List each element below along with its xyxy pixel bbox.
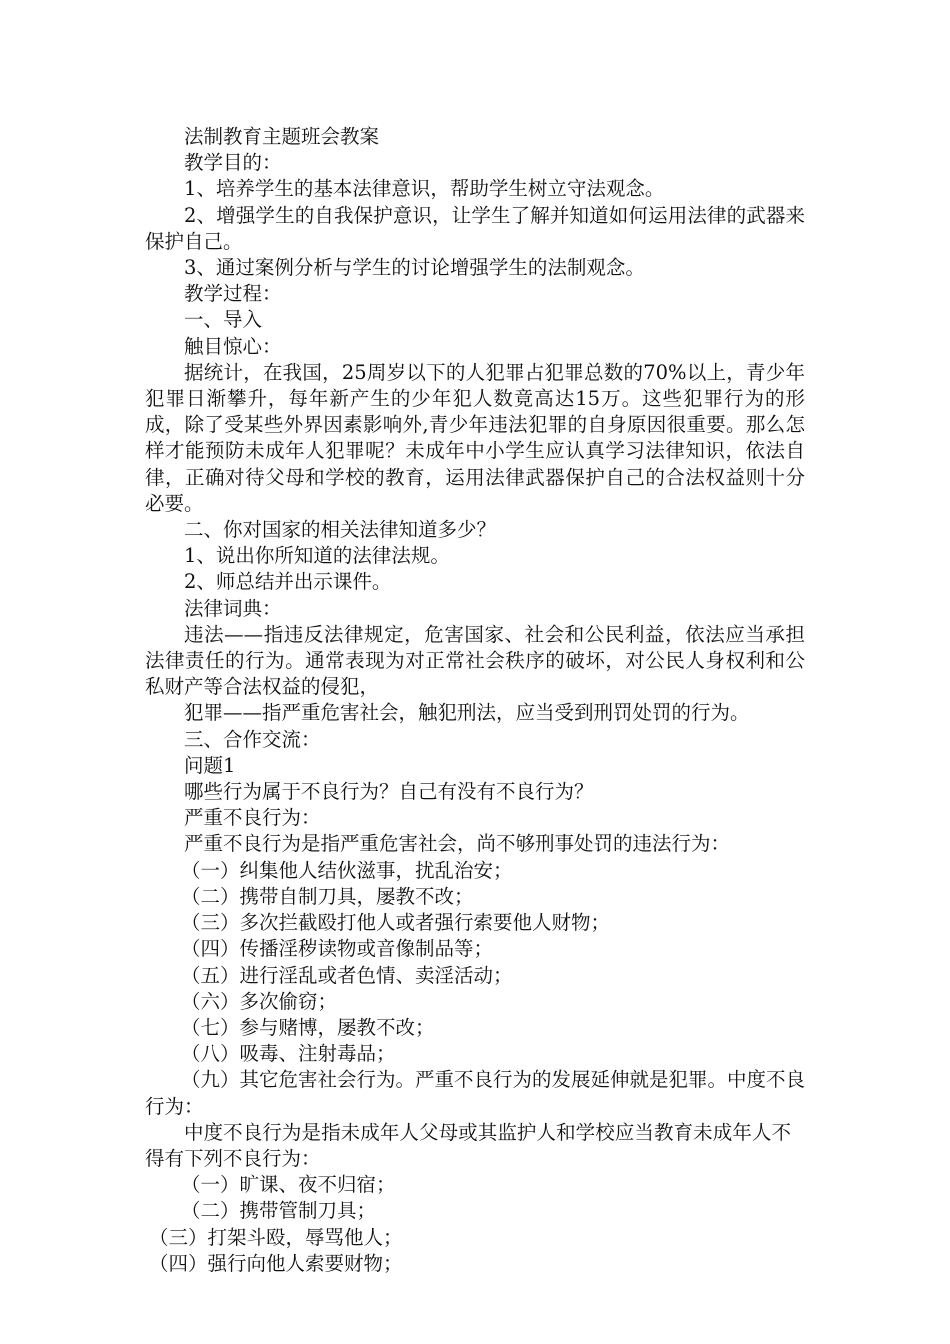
paragraph: 中度不良行为是指未成年人父母或其监护人和学校应当教育未成年人不得有下列不良行为：: [145, 1120, 791, 1170]
paragraph: （三）打架斗殴，辱骂他人；: [149, 1225, 403, 1249]
paragraph: 二、你对国家的相关法律知道多少？: [184, 518, 497, 542]
paragraph-list: [145, 150, 805, 1277]
paragraph: 法律词典：: [184, 596, 282, 620]
paragraph: （九）其它危害社会行为。严重不良行为的发展延伸就是犯罪。中度不良行为：: [145, 1068, 806, 1118]
paragraph: 2、增强学生的自我保护意识，让学生了解并知道如何运用法律的武器来保护自己。: [145, 203, 805, 253]
paragraph: （七）参与赌博，屡教不改；: [181, 1015, 435, 1039]
paragraph: 严重不良行为：: [184, 806, 321, 830]
paragraph: 违法——指违反法律规定，危害国家、社会和公民利益，依法应当承担法律责任的行为。通常表现为对正常社会秩序的破坏，对公民人身权利和公私财产等合法权益的侵犯，: [145, 622, 805, 699]
document-title: 法制教育主题班会教案: [184, 125, 380, 148]
paragraph: 2、师总结并出示课件。: [184, 570, 392, 594]
paragraph: （六）多次偷窃；: [181, 989, 338, 1013]
paragraph: 1、培养学生的基本法律意识，帮助学生树立守法观念。: [184, 177, 665, 201]
document-body: [145, 124, 805, 1277]
paragraph: （八）吸毒、注射毒品；: [181, 1042, 396, 1066]
paragraph: 触目惊心：: [184, 334, 282, 358]
paragraph: 三、合作交流：: [184, 727, 321, 751]
paragraph: 问题1: [184, 753, 236, 777]
paragraph: 一、导入: [184, 308, 263, 332]
paragraph: （一）旷课、夜不归宿；: [181, 1173, 396, 1197]
paragraph: 教学过程：: [184, 282, 282, 306]
paragraph: （一）纠集他人结伙滋事，扰乱治安；: [181, 858, 513, 882]
paragraph: 哪些行为属于不良行为？自己有没有不良行为？: [184, 780, 594, 804]
paragraph: 严重不良行为是指严重危害社会，尚不够刑事处罚的违法行为：: [184, 832, 731, 856]
paragraph: （五）进行淫乱或者色情、卖淫活动；: [181, 963, 513, 987]
paragraph: （二）携带管制刀具；: [181, 1199, 377, 1223]
paragraph: （三）多次拦截殴打他人或者强行索要他人财物；: [181, 911, 611, 935]
paragraph: 教学目的：: [184, 151, 282, 175]
paragraph: 犯罪——指严重危害社会，触犯刑法，应当受到刑罚处罚的行为。: [184, 701, 750, 725]
paragraph: （四）传播淫秽读物或音像制品等；: [181, 937, 494, 961]
paragraph: 据统计，在我国，25周岁以下的人犯罪占犯罪总数的70%以上，青少年犯罪日渐攀升，每年新产生的少年犯人数竟高达15万。这些犯罪行为的形成，除了受某些外界因素影响外,青少年违法犯罪的自身原因很重要。那么怎样才能预防未成年人犯罪呢？未成年中小学生应认真学习法律知识，依法自律，正确对待父母和学校的教育，运用法律武器保护自己的合法权益则十分必要。: [145, 360, 805, 515]
paragraph: （四）强行向他人索要财物；: [149, 1251, 403, 1275]
paragraph: （二）携带自制刀具，屡教不改；: [181, 884, 474, 908]
paragraph: 3、通过案例分析与学生的讨论增强学生的法制观念。: [184, 256, 645, 280]
paragraph: 1、说出你所知道的法律法规。: [184, 544, 450, 568]
